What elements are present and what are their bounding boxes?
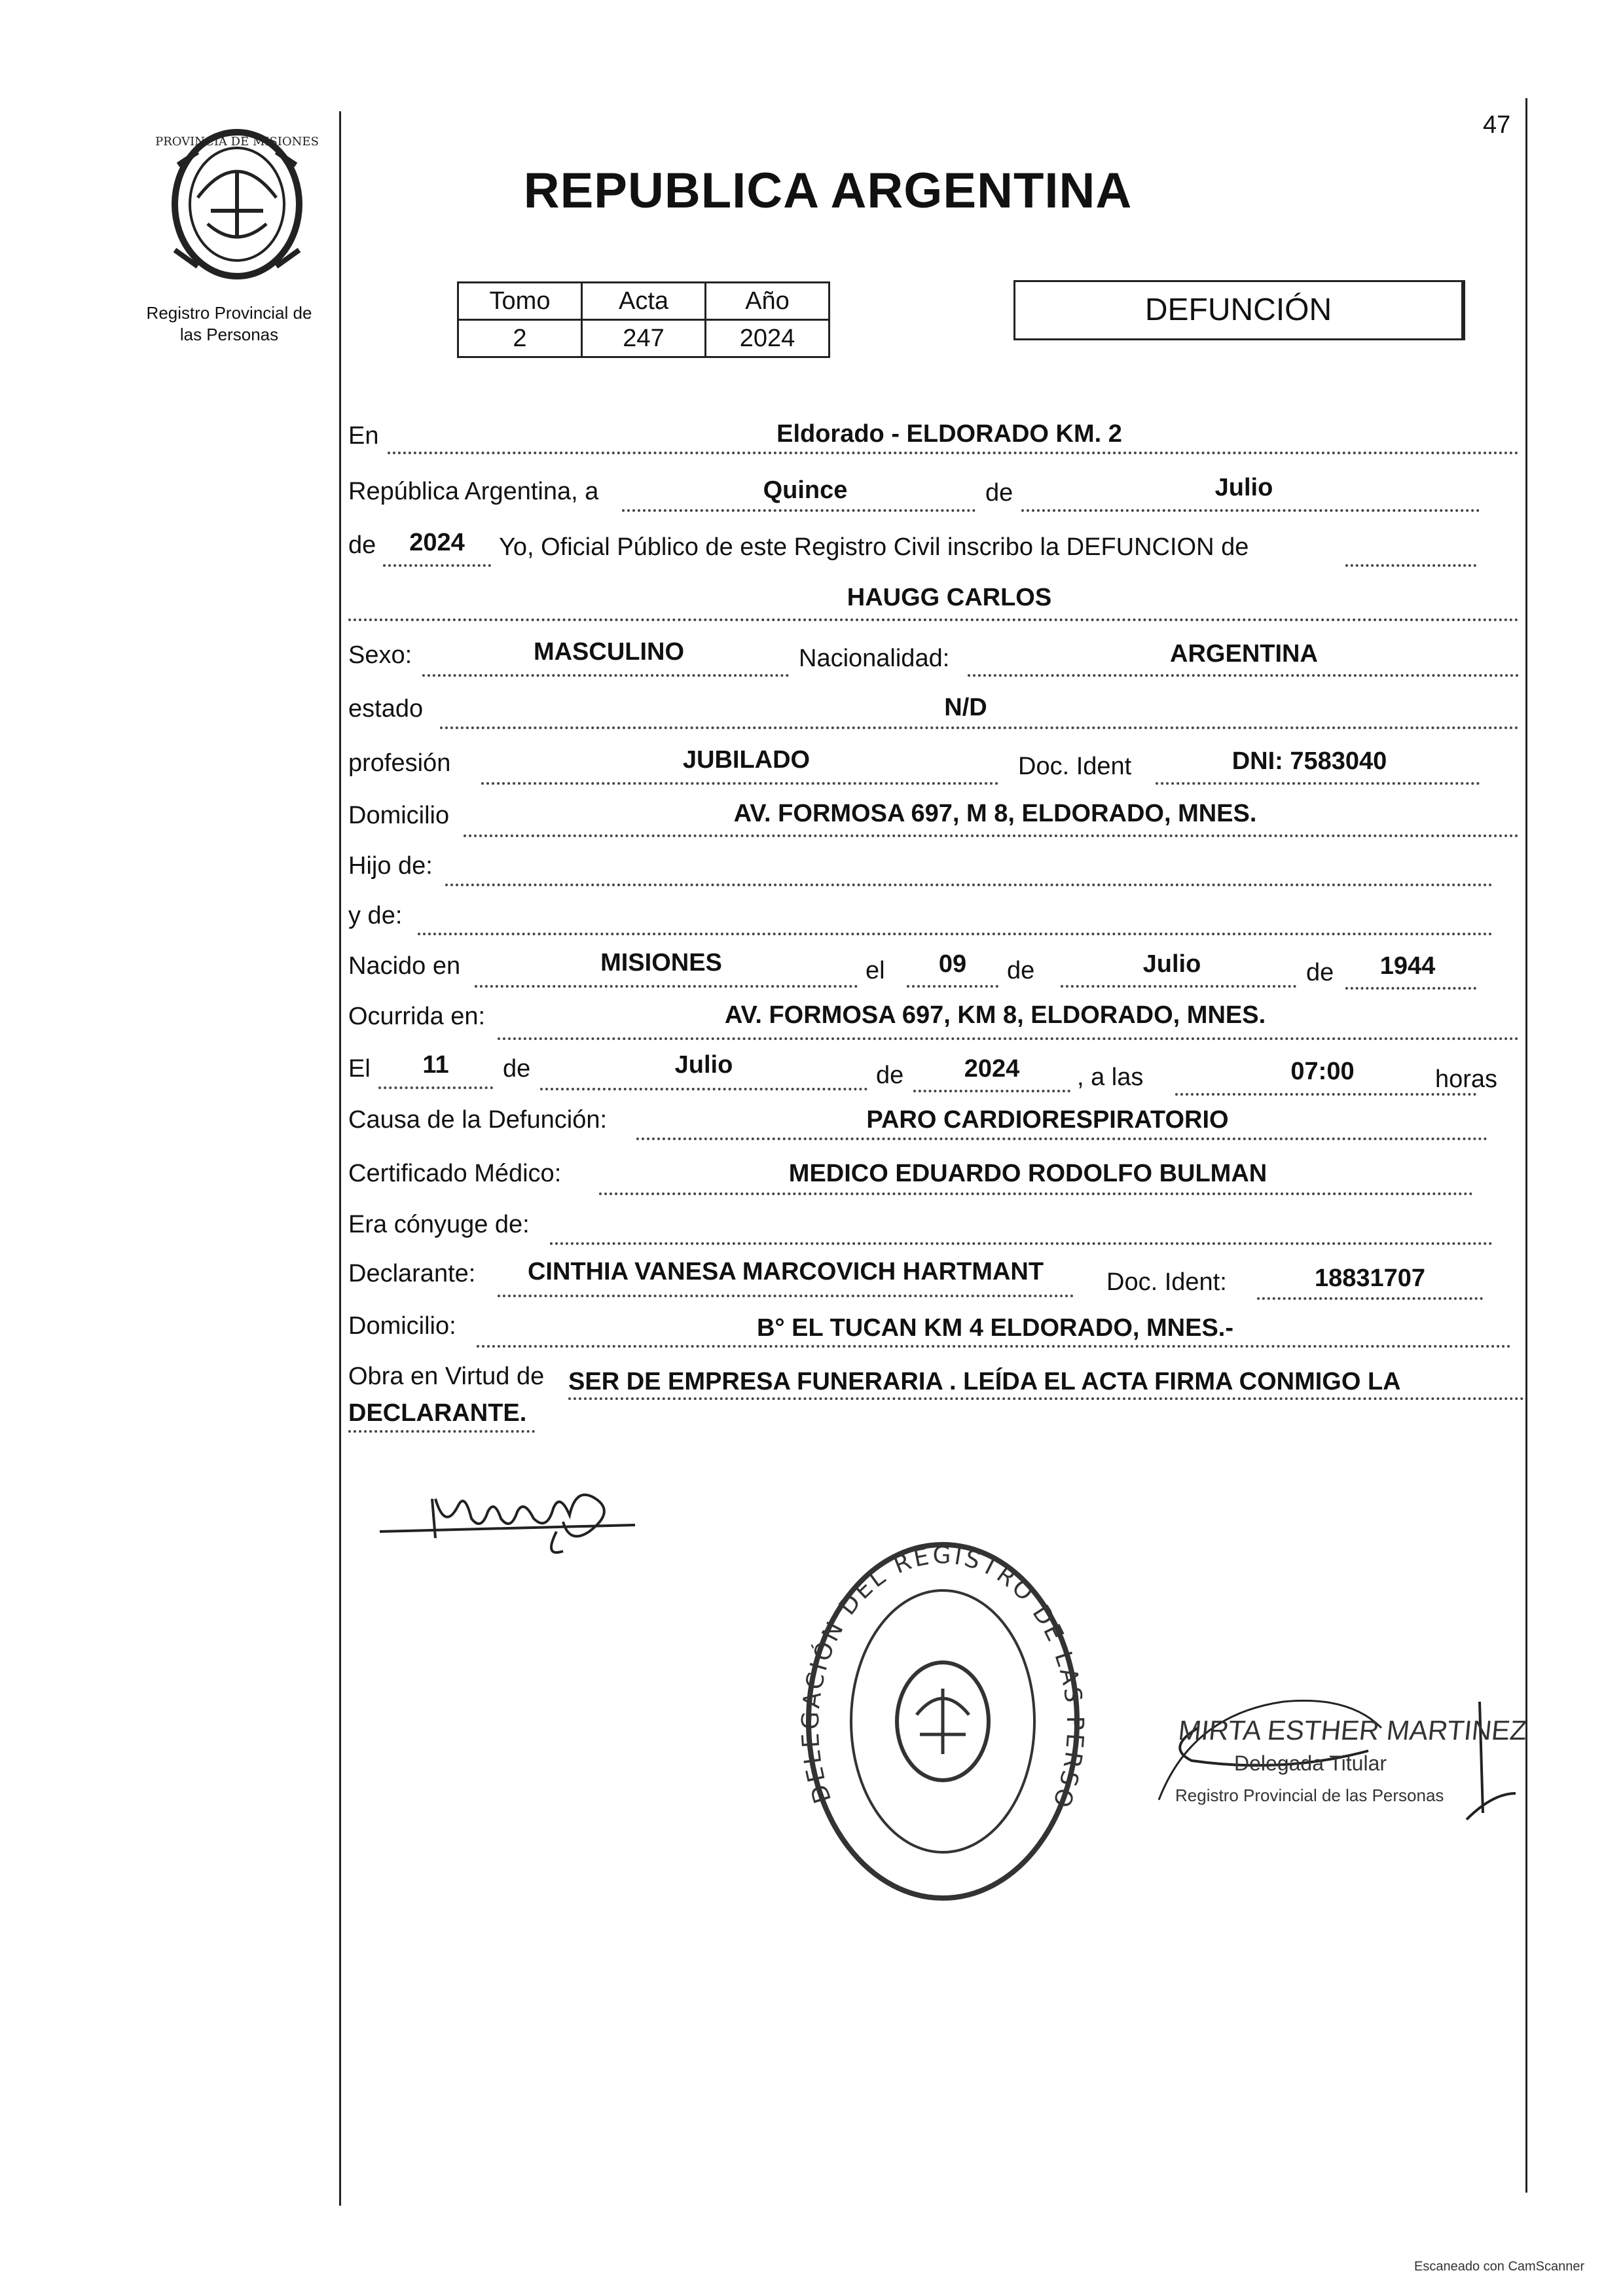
- dotted-line: [907, 985, 998, 988]
- dotted-line: [1257, 1297, 1483, 1300]
- dotted-line: [913, 1090, 1070, 1092]
- nacido-label: Nacido en: [348, 952, 461, 980]
- def-mes-value: Julio: [674, 1051, 733, 1079]
- el-cap-label: El: [348, 1055, 371, 1083]
- domicilio2-label: Domicilio:: [348, 1312, 456, 1340]
- obra-value-2: DECLARANTE.: [348, 1399, 527, 1427]
- dotted-line: [464, 834, 1519, 837]
- estado-value: N/D: [944, 694, 987, 721]
- ocurrida-label: Ocurrida en:: [348, 1003, 486, 1030]
- certificado-label: Certificado Médico:: [348, 1160, 562, 1187]
- official-registry: Registro Provincial de las Personas: [1175, 1785, 1444, 1805]
- page-title: REPUBLICA ARGENTINA: [523, 163, 1133, 219]
- nacido-value: MISIONES: [600, 949, 722, 977]
- left-margin-line: [339, 111, 341, 2206]
- dotted-line: [968, 674, 1519, 677]
- de-label: de: [876, 1062, 904, 1089]
- domicilio-value: AV. FORMOSA 697, M 8, ELDORADO, MNES.: [733, 800, 1257, 827]
- tomo-value: 2: [458, 320, 582, 357]
- registry-line-2: las Personas: [179, 325, 279, 344]
- dotted-line: [1156, 782, 1480, 785]
- anio-value: 2024: [706, 320, 830, 357]
- table-header-row: [458, 283, 830, 320]
- de-label: de: [1306, 959, 1334, 986]
- hijo-label: Hijo de:: [348, 852, 433, 880]
- causa-value: PARO CARDIORESPIRATORIO: [866, 1106, 1229, 1134]
- dotted-line: [540, 1088, 867, 1090]
- estado-label: estado: [348, 695, 424, 723]
- anio-value: 2024: [409, 529, 465, 556]
- dotted-line: [1175, 1093, 1476, 1096]
- page-number: 47: [1483, 111, 1511, 139]
- def-anio-value: 2024: [964, 1055, 1020, 1083]
- dotted-line: [348, 619, 1519, 621]
- ocurrida-value: AV. FORMOSA 697, KM 8, ELDORADO, MNES.: [724, 1001, 1266, 1029]
- y-de-label: y de:: [348, 902, 403, 929]
- de-label: de: [1007, 957, 1035, 984]
- dotted-line: [445, 884, 1493, 886]
- doc-value: DNI: 7583040: [1231, 747, 1387, 775]
- sexo-value: MASCULINO: [533, 638, 685, 666]
- dotted-line: [498, 1295, 1074, 1297]
- dotted-line: [1345, 564, 1476, 567]
- scanner-watermark: Escaneado con CamScanner: [1414, 2259, 1585, 2274]
- dotted-line: [348, 1430, 535, 1433]
- en-label: En: [348, 422, 379, 450]
- def-dia-value: 11: [422, 1051, 449, 1079]
- dotted-line: [636, 1138, 1487, 1140]
- official-name: MIRTA ESTHER MARTINEZ: [1176, 1715, 1529, 1746]
- decl-doc-value: 18831707: [1314, 1265, 1426, 1292]
- dotted-line: [378, 1086, 493, 1089]
- dotted-line: [550, 1242, 1493, 1245]
- dotted-line: [1061, 985, 1296, 988]
- dotted-line: [622, 509, 976, 512]
- dotted-line: [475, 985, 858, 988]
- dotted-line: [498, 1037, 1519, 1040]
- dotted-line: [422, 674, 789, 677]
- dotted-line: [481, 782, 998, 785]
- declarant-signature-icon: [373, 1460, 687, 1571]
- domicilio2-value: B° EL TUCAN KM 4 ELDORADO, MNES.-: [756, 1314, 1234, 1342]
- dotted-line: [440, 726, 1519, 729]
- anio-header: Año: [706, 283, 830, 320]
- dotted-line: [383, 564, 491, 567]
- conyuge-label: Era cónyuge de:: [348, 1211, 530, 1238]
- tomo-header: Tomo: [458, 283, 582, 320]
- yo-text: Yo, Oficial Público de este Registro Civil inscribo la DEFUNCION de: [499, 533, 1249, 561]
- declarante-label: Declarante:: [348, 1260, 476, 1287]
- nacionalidad-label: Nacionalidad:: [799, 645, 950, 672]
- stamp-lettering: DELEGACIÓN DEL REGISTRO DE LAS PERSO: [797, 1542, 1089, 1814]
- nacionalidad-value: ARGENTINA: [1170, 640, 1318, 668]
- profesion-label: profesión: [348, 749, 451, 777]
- profesion-value: JUBILADO: [682, 746, 811, 774]
- horas-label: horas: [1435, 1066, 1498, 1093]
- dia-value: Quince: [763, 476, 848, 504]
- causa-label: Causa de la Defunción:: [348, 1106, 608, 1134]
- dotted-line: [568, 1397, 1524, 1400]
- registry-name: [124, 302, 334, 346]
- el-label: el: [866, 957, 885, 984]
- obra-label: Obra en Virtud de: [348, 1363, 545, 1390]
- registry-line-1: Registro Provincial de: [146, 303, 312, 323]
- dotted-line: [388, 452, 1519, 454]
- dotted-line: [418, 933, 1493, 935]
- right-margin-line: [1525, 98, 1527, 2193]
- nombre-value: HAUGG CARLOS: [847, 584, 1052, 611]
- alas-label: , a las: [1077, 1064, 1144, 1091]
- de-label: de: [348, 531, 376, 559]
- de-label: de: [503, 1055, 531, 1083]
- nac-mes-value: Julio: [1142, 950, 1201, 978]
- republica-label: República Argentina, a: [348, 478, 599, 505]
- record-type-box: DEFUNCIÓN: [1013, 280, 1465, 340]
- seal-lettering: PROVINCIA DE MISIONES: [155, 135, 319, 149]
- dotted-line: [1345, 987, 1476, 990]
- nac-dia-value: 09: [938, 950, 967, 978]
- table-row: [458, 320, 830, 357]
- record-table: [457, 281, 830, 358]
- de-label: de: [985, 479, 1013, 507]
- dotted-line: [1021, 509, 1480, 512]
- dotted-line: [477, 1345, 1511, 1348]
- acta-value: 247: [582, 320, 706, 357]
- decl-doc-label: Doc. Ident:: [1106, 1268, 1227, 1296]
- mes-value: Julio: [1214, 474, 1273, 501]
- official-role: Delegada Titular: [1234, 1751, 1387, 1775]
- official-stamp-icon: [786, 1525, 1100, 1918]
- certificado-value: MEDICO EDUARDO RODOLFO BULMAN: [788, 1160, 1267, 1187]
- sexo-label: Sexo:: [348, 641, 412, 669]
- domicilio-label: Domicilio: [348, 802, 450, 829]
- obra-value-1: SER DE EMPRESA FUNERARIA . LEÍDA EL ACTA FIRMA CONMIGO LA: [568, 1368, 1401, 1395]
- en-value: Eldorado - ELDORADO KM. 2: [776, 420, 1122, 448]
- declarante-value: CINTHIA VANESA MARCOVICH HARTMANT: [527, 1258, 1044, 1285]
- hora-value: 07:00: [1290, 1058, 1355, 1085]
- dotted-line: [599, 1193, 1473, 1195]
- acta-header: Acta: [582, 283, 706, 320]
- nac-anio-value: 1944: [1379, 952, 1436, 980]
- doc-label: Doc. Ident: [1018, 753, 1132, 780]
